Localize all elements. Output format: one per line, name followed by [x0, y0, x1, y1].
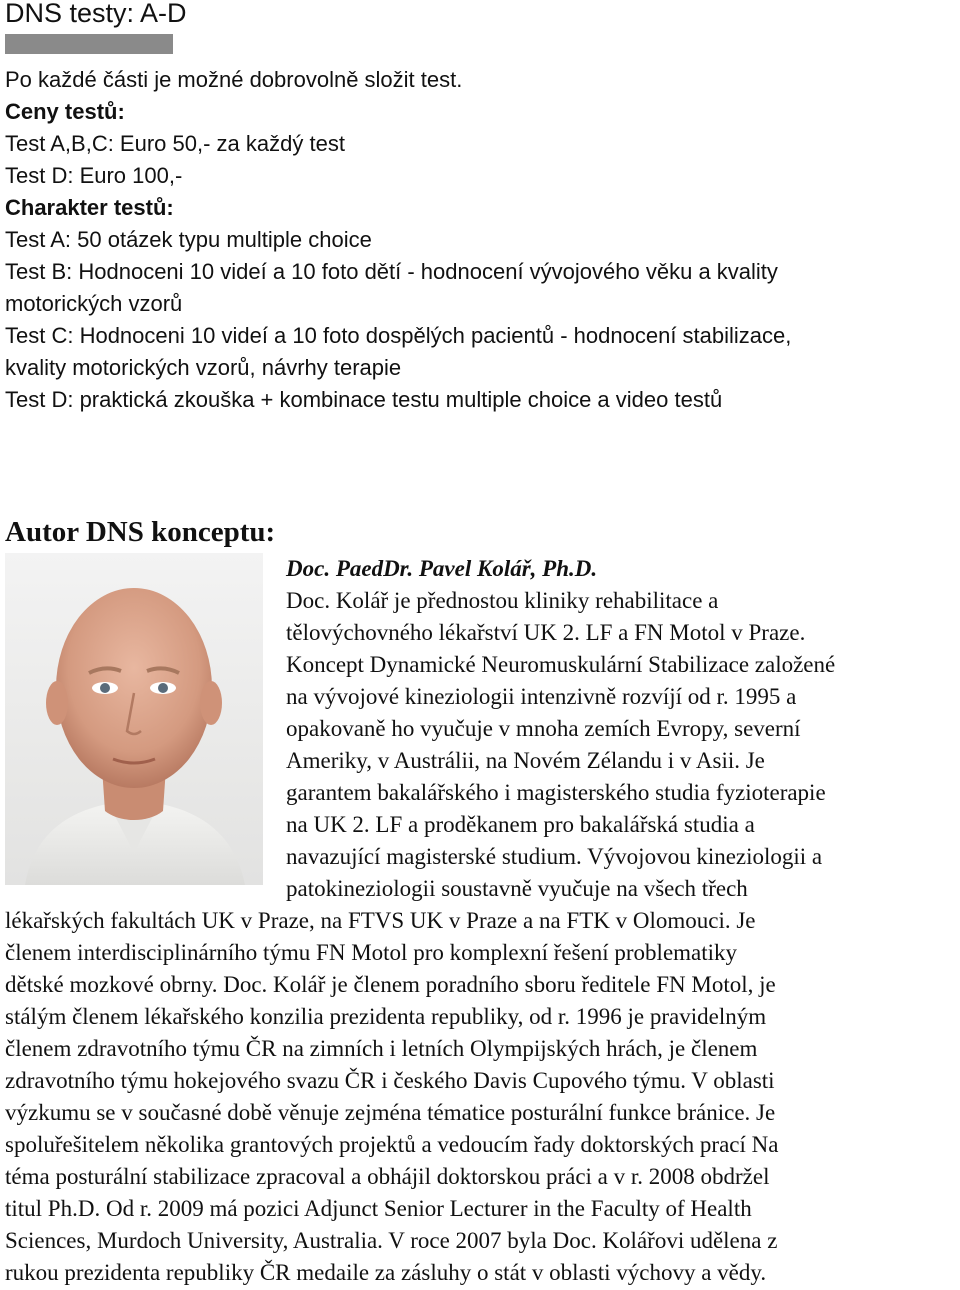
- bio-line: členem interdisciplinárního týmu FN Motol pro komplexní řešení problematiky: [5, 940, 738, 965]
- title-underline-bar: [5, 34, 173, 54]
- character-line: motorických vzorů: [5, 291, 183, 316]
- bio-line: dětské mozkové obrny. Doc. Kolář je členem poradního sboru ředitele FN Motol, je: [5, 972, 776, 997]
- bio-line: Ameriky, v Austrálii, na Novém Zélandu i v Asii. Je: [286, 748, 765, 773]
- prices-heading: Ceny testů:: [5, 99, 125, 124]
- author-name: Doc. PaedDr. Pavel Kolář, Ph.D.: [286, 556, 598, 581]
- portrait-illustration: [5, 553, 263, 885]
- price-item: Test A,B,C: Euro 50,- za každý test: [5, 131, 345, 156]
- character-line: Test B: Hodnoceni 10 videí a 10 foto dětí - hodnocení vývojového věku a kvality: [5, 259, 778, 284]
- bio-line: opakovaně ho vyučuje v mnoha zemích Evropy, severní: [286, 716, 801, 741]
- bio-line: patokineziologii soustavně vyučuje na všech třech: [286, 876, 748, 901]
- bio-line: lékařských fakultách UK v Praze, na FTVS UK v Praze a na FTK v Olomouci. Je: [5, 908, 756, 933]
- bio-line: titul Ph.D. Od r. 2009 má pozici Adjunct Senior Lecturer in the Faculty of Health: [5, 1196, 752, 1221]
- bio-line: výzkumu se v současné době věnuje zejména tématice posturální funkce bránice. Je: [5, 1100, 776, 1125]
- bio-line: spoluřešitelem několika grantových projektů a vedoucím řady doktorských prací Na: [5, 1132, 779, 1157]
- author-heading: Autor DNS konceptu:: [5, 516, 276, 548]
- bio-line: na vývojové kineziologii intenzivně rozvíjí od r. 1995 a: [286, 684, 797, 709]
- character-line: Test C: Hodnoceni 10 videí a 10 foto dospělých pacientů - hodnocení stabilizace,: [5, 323, 792, 348]
- bio-line: členem zdravotního týmu ČR na zimních i letních Olympijských hrách, je členem: [5, 1036, 758, 1061]
- bio-line: zdravotního týmu hokejového svazu ČR i českého Davis Cupového týmu. V oblasti: [5, 1068, 775, 1093]
- bio-line: Doc. Kolář je přednostou kliniky rehabilitace a: [286, 588, 719, 613]
- bio-line: na UK 2. LF a proděkanem pro bakalářská studia a: [286, 812, 755, 837]
- character-heading: Charakter testů:: [5, 195, 174, 220]
- bio-line: garantem bakalářského i magisterského studia fyzioterapie: [286, 780, 826, 805]
- bio-line: téma posturální stabilizace zpracoval a obhájil doktorskou práci a v r. 2008 obdržel: [5, 1164, 770, 1189]
- price-item: Test D: Euro 100,-: [5, 163, 183, 188]
- page-title: DNS testy: A-D: [5, 0, 187, 28]
- bio-line: stálým členem lékařského konzilia prezidenta republiky, od r. 1996 je pravidelným: [5, 1004, 767, 1029]
- character-line: Test D: praktická zkouška + kombinace testu multiple choice a video testů: [5, 387, 723, 412]
- bio-line: Sciences, Murdoch University, Australia. V roce 2007 byla Doc. Kolářovi udělena z: [5, 1228, 778, 1253]
- bio-line: Koncept Dynamické Neuromuskulární Stabilizace založené: [286, 652, 836, 677]
- bio-line: rukou prezidenta republiky ČR medaile za zásluhy o stát v oblasti výchovy a vědy.: [5, 1260, 767, 1285]
- intro-text: Po každé části je možné dobrovolně složit test.: [5, 67, 463, 92]
- character-line: kvality motorických vzorů, návrhy terapie: [5, 355, 402, 380]
- author-photo: [5, 553, 263, 885]
- character-line: Test A: 50 otázek typu multiple choice: [5, 227, 372, 252]
- bio-line: navazující magisterské studium. Vývojovou kineziologii a: [286, 844, 823, 869]
- bio-line: tělovýchovného lékařství UK 2. LF a FN Motol v Praze.: [286, 620, 806, 645]
